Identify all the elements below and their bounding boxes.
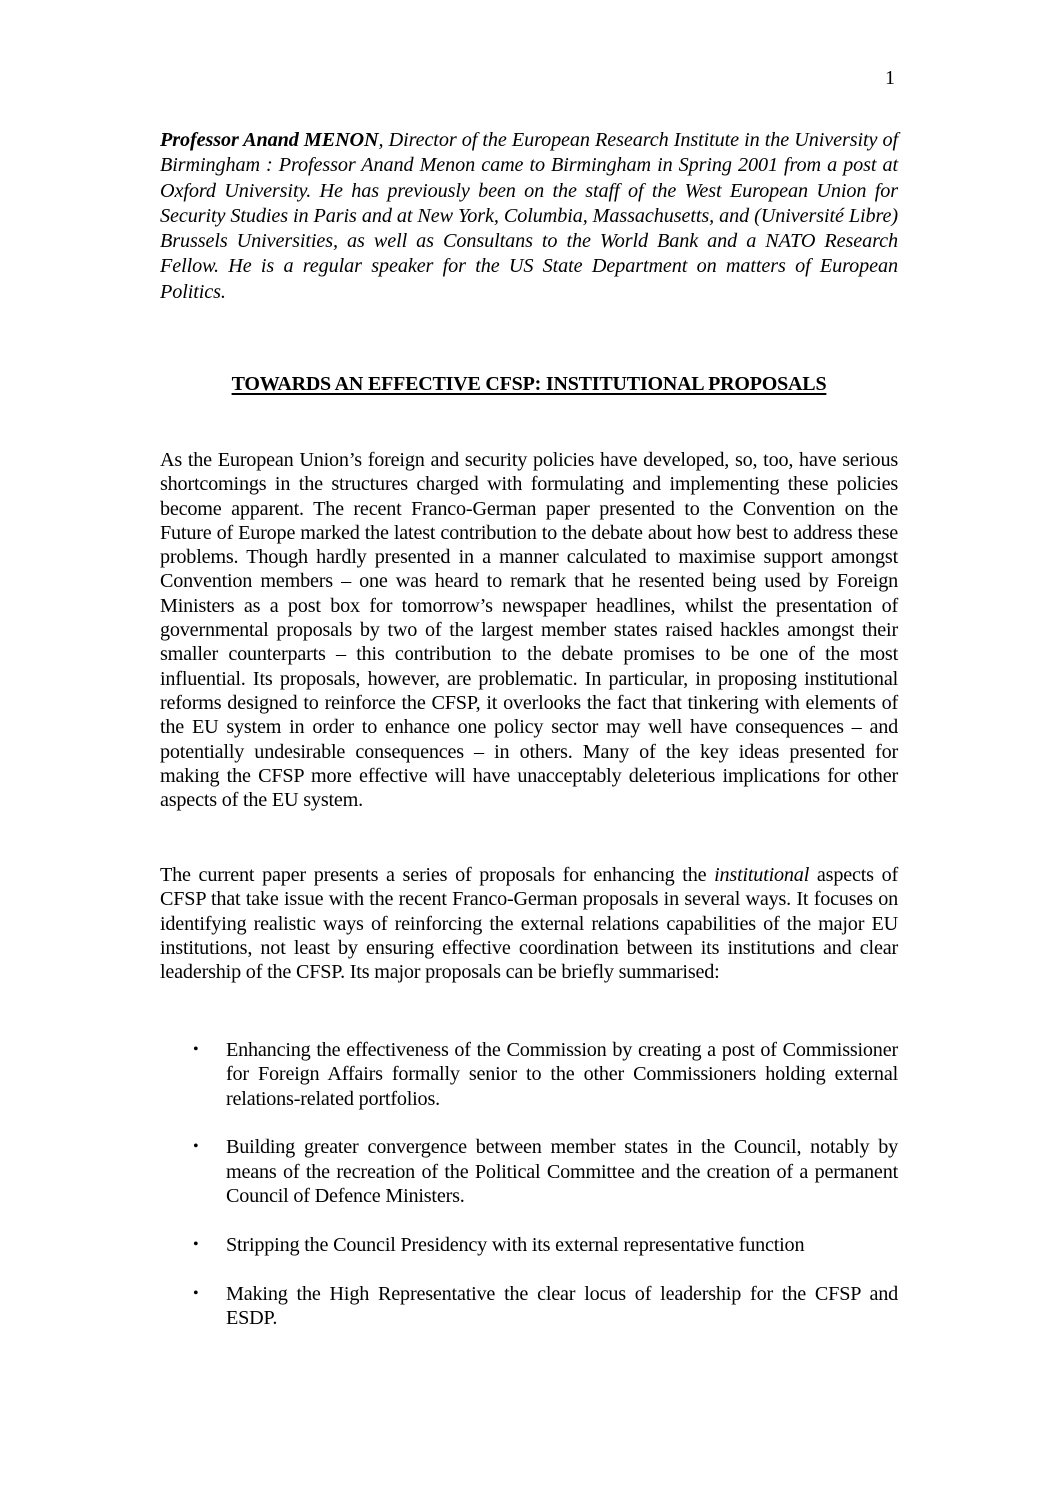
list-item-text: Enhancing the effectiveness of the Commission by creating a post of Commissioner for Foreign Affairs formally senior to the other Commissioners holding external relations-related portfolios.: [226, 1039, 898, 1110]
bullet-icon: •: [193, 1138, 199, 1156]
author-bio: [160, 128, 898, 305]
bullet-icon: •: [193, 1041, 199, 1058]
body-paragraph-2: [160, 863, 898, 984]
list-item: [160, 1038, 898, 1111]
list-item: [160, 1282, 898, 1331]
paragraph-2-text-end: aspects of CFSP that take issue with the recent Franco-German proposals in several ways. It focuses on identifying realistic ways of reinforcing the external relations capabilities of the major EU institutions, not least by ensuring effective coordination between its institutions and clear leadership of the CFSP. Its major proposals can be briefly summarised:: [160, 864, 898, 984]
author-name: Professor Anand MENON: [160, 129, 379, 151]
list-item-text: Stripping the Council Presidency with its external representative function: [226, 1233, 805, 1256]
list-item-text: Making the High Representative the clear locus of leadership for the CFSP and ESDP.: [226, 1282, 898, 1329]
section-heading: TOWARDS AN EFFECTIVE CFSP: INSTITUTIONAL PROPOSALS: [231, 373, 827, 395]
body-paragraph-1: As the European Union’s foreign and security policies have developed, so, too, have serious shortcomings in the structures charged with formulating and implementing these policies become apparent. The recent Franco-German paper presented to the Convention on the Future of Europe marked the latest contribution to the debate about how best to address these problems. Though hardly presented in a manner calculated to maximise support amongst Convention members – one was heard to remark that he resented being used by Foreign Ministers as a post box for tomorrow’s newspaper headlines, whilst the presentation of governmental proposals by two of the largest member states raised hackles amongst their smaller counterparts – this contribution to the debate promises to be one of the most influential. Its proposals, however, are problematic. In particular, in proposing institutional reforms designed to reinforce the CFSP, it overlooks the fact that tinkering with elements of the EU system in order to enhance one policy sector may well have consequences – and potentially undesirable consequences – in others. Many of the key ideas presented for making the CFSP more effective will have unacceptably deleterious implications for other aspects of the EU system.: [160, 449, 898, 812]
author-bio-text: , Director of the European Research Institute in the University of Birmingham : Professor Anand Menon came to Birmingham in Spring 2001 from a post at Oxford University. He has previously been on the staff of the West European Union for Security Studies in Paris and at New York, Columbia, Massachusetts, and (Université Libre) Brussels Universities, as well as Consultans to the World Bank and a NATO Research Fellow. He is a regular speaker for the US State Department on matters of European Politics.: [160, 129, 898, 303]
list-item: [160, 1233, 898, 1257]
emphasis-institutional: institutional: [714, 864, 810, 886]
bullet-icon: •: [193, 1235, 199, 1253]
proposals-list: [160, 1038, 898, 1355]
paragraph-2-text-start: The current paper presents a series of proposals for enhancing the: [160, 864, 715, 886]
list-item: [160, 1135, 898, 1208]
bullet-icon: •: [193, 1284, 199, 1302]
page-number: 1: [885, 67, 895, 89]
list-item-text: Building greater convergence between member states in the Council, notably by means of the recreation of the Political Committee and the creation of a permanent Council of Defence Ministers.: [226, 1136, 898, 1207]
